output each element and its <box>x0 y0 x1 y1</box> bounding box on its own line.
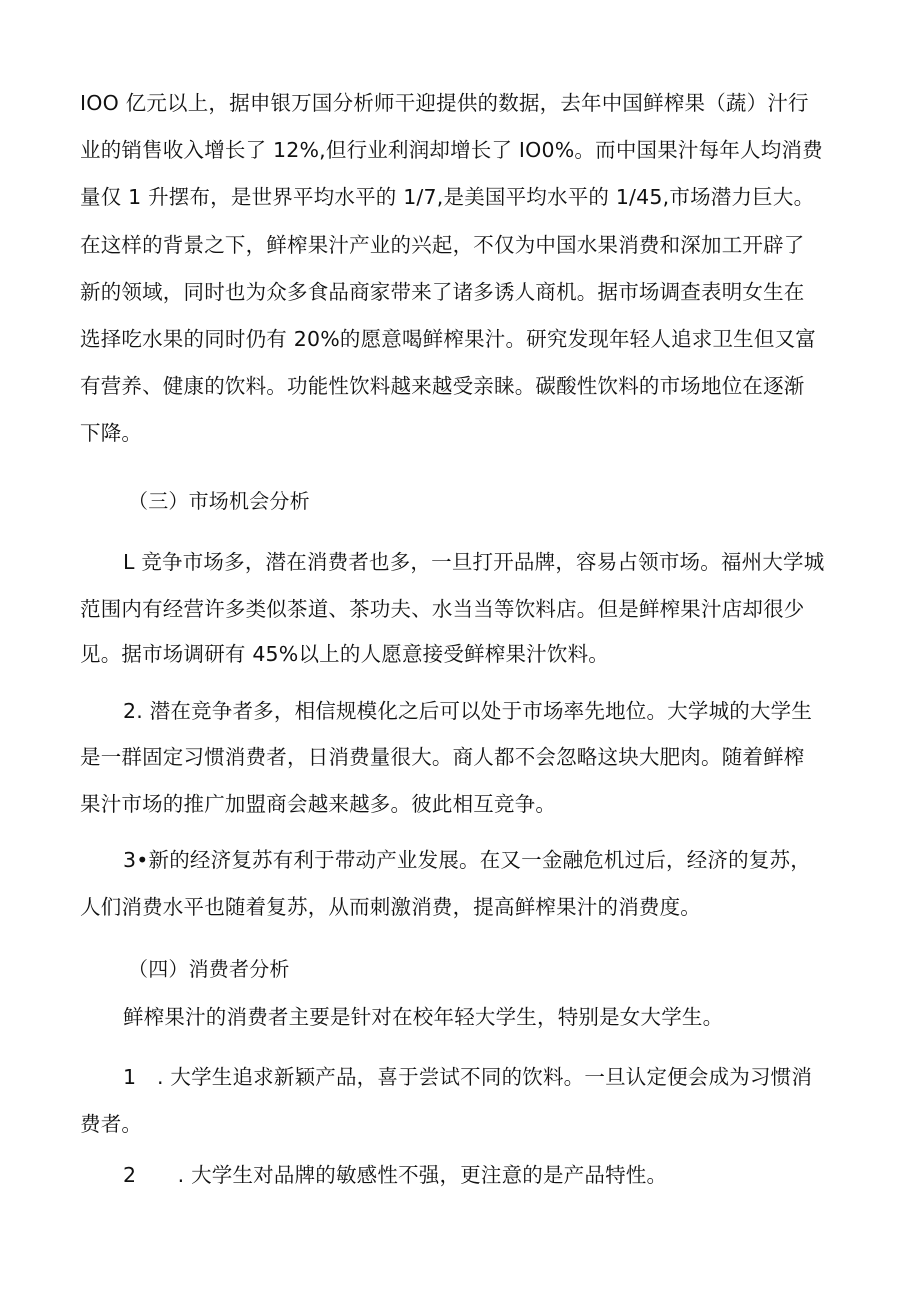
paragraph-line: L 竞争市场多，潜在消费者也多，一旦打开品牌，容易占领市场。福州大学城 <box>123 550 825 574</box>
paragraph-line: 选择吃水果的同时仍有 20%的愿意喝鲜榨果汁。研究发现年轻人追求卫生但又富 <box>80 327 816 351</box>
paragraph-line: 是一群固定习惯消费者，日消费量很大。商人都不会忽略这块大肥肉。随着鲜榨 <box>80 745 805 769</box>
paragraph-line: 2 . 大学生对品牌的敏感性不强，更注意的是产品特性。 <box>123 1163 668 1187</box>
paragraph-line: 新的领域，同时也为众多食品商家带来了诸多诱人商机。据市场调查表明女生在 <box>80 280 805 304</box>
paragraph-line: 1 . 大学生追求新颖产品，喜于尝试不同的饮料。一旦认定便会成为习惯消 <box>123 1065 813 1089</box>
paragraph-line: 费者。 <box>80 1112 143 1136</box>
paragraph-line: 3•新的经济复苏有利于带动产业发展。在又一金融危机过后，经济的复苏， <box>123 848 811 872</box>
paragraph-line: 果汁市场的推广加盟商会越来越多。彼此相互竞争。 <box>80 792 557 816</box>
paragraph-line: 见。据市场调研有 45%以上的人愿意接受鲜榨果汁饮料。 <box>80 642 609 666</box>
paragraph-line: 鲜榨果汁的消费者主要是针对在校年轻大学生，特别是女大学生。 <box>123 1005 724 1029</box>
paragraph-line: IOO 亿元以上，据申银万国分析师干迎提供的数据，去年中国鲜榨果（蔬）汁行 <box>80 91 809 115</box>
paragraph-line: 业的销售收入增长了 12%,但行业利润却增长了 IO0%。而中国果汁每年人均消费 <box>80 138 823 162</box>
section-heading: （四）消费者分析 <box>128 957 290 981</box>
paragraph-line: 人们消费水平也随着复苏，从而刺激消费，提高鲜榨果汁的消费度。 <box>80 895 701 919</box>
section-heading: （三）市场机会分析 <box>128 489 310 513</box>
paragraph-line: 有营养、健康的饮料。功能性饮料越来越受亲睐。碳酸性饮料的市场地位在逐渐 <box>80 374 805 398</box>
paragraph-line: 范围内有经营许多类似茶道、茶功夫、水当当等饮料店。但是鲜榨果汁店却很少 <box>80 597 805 621</box>
paragraph-line: 2. 潜在竞争者多，相信规模化之后可以处于市场率先地位。大学城的大学生 <box>123 699 813 723</box>
paragraph-line: 下降。 <box>80 421 143 445</box>
paragraph-line: 在这样的背景之下，鲜榨果汁产业的兴起，不仅为中国水果消费和深加工开辟了 <box>80 233 805 257</box>
paragraph-line: 量仅 1 升摆布，是世界平均水平的 1/7,是美国平均水平的 1/45,市场潜力巨大。 <box>80 185 815 209</box>
